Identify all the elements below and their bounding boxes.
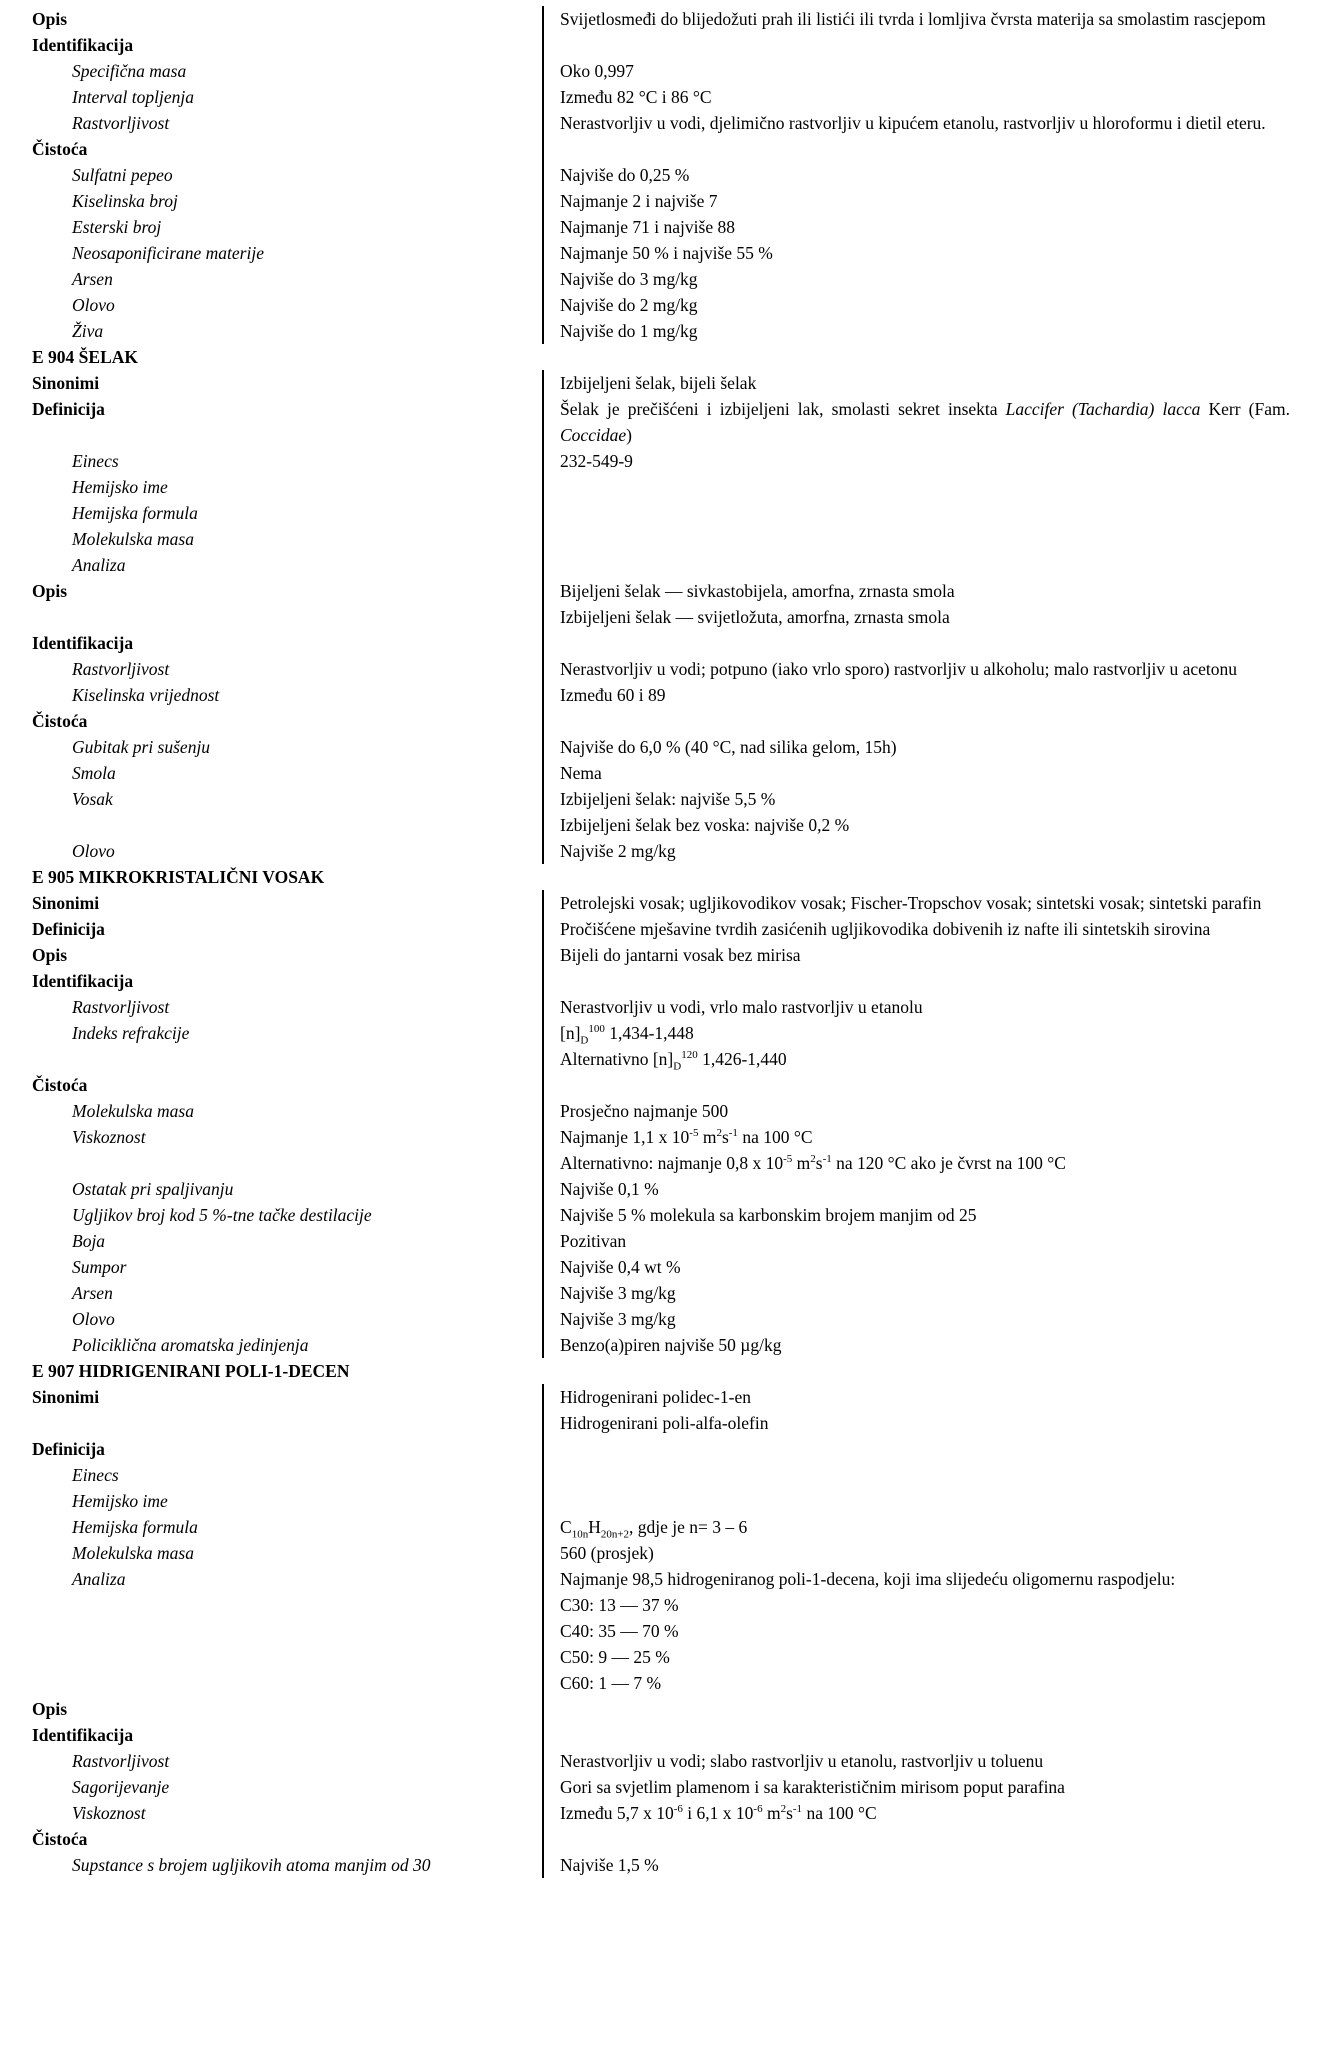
field-value [542, 292, 1290, 318]
field-label: Boja [72, 1231, 106, 1251]
field-value [542, 1774, 1290, 1800]
field-label: Rastvorljivost [72, 997, 170, 1017]
field-value [542, 1696, 1290, 1722]
field-value [542, 1124, 1290, 1176]
field-value [542, 656, 1290, 682]
field-value [542, 1566, 1290, 1696]
field-label: Interval topljenja [72, 87, 194, 107]
field-group-label: Identifikacija [32, 633, 134, 653]
field-value [542, 786, 1290, 838]
field-label: Arsen [72, 1283, 113, 1303]
field-group-label: Definicija [32, 1439, 105, 1459]
spec-row [32, 1436, 1292, 1462]
field-value [542, 578, 1290, 630]
field-value [542, 1488, 1290, 1514]
field-label: Analiza [72, 555, 126, 575]
field-label: Indeks refrakcije [72, 1023, 190, 1043]
value-line: Između 5,7 x $10^{-6}$ i 6,1 x $10^{-6}$ $m^2s^{-1}$ na 100 °C [560, 1803, 877, 1823]
field-value [542, 1748, 1290, 1774]
field-label: Einecs [72, 451, 119, 471]
value-line: C40: 35 — 70 % [560, 1621, 679, 1641]
value-line: Nerastvorljiv u vodi; slabo rastvorljiv u etanolu, rastvorljiv u toluenu [560, 1751, 1044, 1771]
value-line: Bijeljeni šelak — sivkastobijela, amorfna, zrnasta smola [560, 581, 955, 601]
field-value [542, 370, 1290, 396]
value-line: $[n]_D^{100}$ 1,434-1,448 [560, 1023, 694, 1047]
spec-row [32, 552, 1292, 578]
spec-row [32, 1332, 1292, 1358]
spec-row [32, 526, 1292, 552]
spec-row [32, 1176, 1292, 1202]
field-value [542, 396, 1290, 448]
spec-row [32, 344, 1292, 370]
value-line: Najviše 0,1 % [560, 1179, 659, 1199]
field-value [542, 58, 1290, 84]
field-value [542, 942, 1290, 968]
field-label: Kiselinska broj [72, 191, 178, 211]
field-label: Živa [72, 321, 104, 341]
section-heading: E 905 MIKROKRISTALIČNI VOSAK [32, 867, 325, 887]
field-value [542, 1462, 1290, 1488]
value-line: Šelak je prečišćeni i izbijeljeni lak, smolasti sekret insekta Laccifer (Tachardia) lacca Kerr (Fam. Coccidae) [560, 399, 1290, 445]
spec-row [32, 656, 1292, 682]
spec-row [32, 1254, 1292, 1280]
spec-row [32, 318, 1292, 344]
value-line: C30: 13 — 37 % [560, 1595, 679, 1615]
field-value [542, 734, 1290, 760]
value-line: Gori sa svjetlim plamenom i sa karakterističnim mirisom poput parafina [560, 1777, 1065, 1797]
field-label: Esterski broj [72, 217, 162, 237]
value-line: Pročišćene mješavine tvrdih zasićenih ugljikovodika dobivenih iz nafte ili sintetskih sirovina [560, 919, 1211, 939]
field-value [542, 1176, 1290, 1202]
value-line: Najviše 5 % molekula sa karbonskim brojem manjim od 25 [560, 1205, 977, 1225]
spec-row [32, 1124, 1292, 1176]
spec-row [32, 188, 1292, 214]
spec-row [32, 6, 1292, 32]
field-value [542, 838, 1290, 864]
field-label: Rastvorljivost [72, 659, 170, 679]
field-group-label: Definicija [32, 919, 105, 939]
field-label: Molekulska masa [72, 1543, 194, 1563]
field-value [542, 1358, 1290, 1384]
spec-row [32, 1306, 1292, 1332]
field-value [542, 266, 1290, 292]
field-value [542, 1514, 1290, 1540]
value-line: Između 82 °C i 86 °C [560, 87, 712, 107]
field-group-label: Čistoća [32, 139, 88, 159]
spec-row [32, 838, 1292, 864]
spec-row [32, 292, 1292, 318]
field-label: Molekulska masa [72, 1101, 194, 1121]
value-line: Najviše 3 mg/kg [560, 1309, 676, 1329]
field-value [542, 760, 1290, 786]
value-line: Izbijeljeni šelak bez voska: najviše 0,2 % [560, 815, 850, 835]
spec-row [32, 1800, 1292, 1826]
field-group-label: Čistoća [32, 711, 88, 731]
spec-row [32, 240, 1292, 266]
field-value [542, 32, 1290, 58]
field-label: Olovo [72, 295, 115, 315]
field-group-label: Identifikacija [32, 1725, 134, 1745]
field-value [542, 682, 1290, 708]
field-value [542, 1436, 1290, 1462]
field-label: Sumpor [72, 1257, 127, 1277]
field-label: Policiklična aromatska jedinjenja [72, 1335, 309, 1355]
spec-row [32, 396, 1292, 448]
value-line: Najviše do 6,0 % (40 °C, nad silika gelom, 15h) [560, 737, 897, 757]
spec-row [32, 1280, 1292, 1306]
value-line: Izbijeljeni šelak: najviše 5,5 % [560, 789, 776, 809]
value-line: Benzo(a)piren najviše 50 µg/kg [560, 1335, 782, 1355]
field-value [542, 1826, 1290, 1852]
spec-row [32, 1774, 1292, 1800]
spec-row [32, 760, 1292, 786]
spec-row [32, 58, 1292, 84]
value-line: Alternativno $[n]_D^{120}$ 1,426-1,440 [560, 1049, 787, 1073]
spec-row [32, 1020, 1292, 1072]
field-value [542, 500, 1290, 526]
spec-row [32, 1228, 1292, 1254]
value-line: Nerastvorljiv u vodi, djelimično rastvorljiv u kipućem etanolu, rastvorljiv u hloroformu i dietil eteru. [560, 113, 1266, 133]
spec-row [32, 1748, 1292, 1774]
spec-row [32, 1722, 1292, 1748]
field-value [542, 1020, 1290, 1072]
field-label: Hemijsko ime [72, 1491, 168, 1511]
spec-row [32, 864, 1292, 890]
value-line: $C_{10n}H_{20n+2}$, gdje je n= 3 – 6 [560, 1517, 748, 1541]
value-line: C50: 9 — 25 % [560, 1647, 670, 1667]
field-value [542, 344, 1290, 370]
field-value [542, 1228, 1290, 1254]
field-label: Hemijska formula [72, 1517, 198, 1537]
value-line: Hidrogenirani polidec-1-en [560, 1387, 751, 1407]
value-line: Najviše do 1 mg/kg [560, 321, 698, 341]
field-label: Olovo [72, 841, 115, 861]
value-line: Bijeli do jantarni vosak bez mirisa [560, 945, 801, 965]
section-heading: E 907 HIDRIGENIRANI POLI-1-DECEN [32, 1361, 350, 1381]
field-label: Analiza [72, 1569, 126, 1589]
spec-row [32, 1098, 1292, 1124]
field-label: Ugljikov broj kod 5 %-tne tačke destilacije [72, 1205, 372, 1225]
value-line: Oko 0,997 [560, 61, 634, 81]
field-value [542, 214, 1290, 240]
field-value [542, 1540, 1290, 1566]
field-group-label: Opis [32, 9, 68, 29]
spec-row [32, 1514, 1292, 1540]
spec-row [32, 1826, 1292, 1852]
field-value [542, 188, 1290, 214]
field-label: Supstance s brojem ugljikovih atoma manjim od 30 [72, 1855, 431, 1875]
spec-row [32, 1462, 1292, 1488]
spec-row [32, 214, 1292, 240]
value-line: Nerastvorljiv u vodi; potpuno (iako vrlo sporo) rastvorljiv u alkoholu; malo rastvorljiv u acetonu [560, 659, 1238, 679]
field-label: Neosaponificirane materije [72, 243, 264, 263]
spec-row [32, 266, 1292, 292]
field-value [542, 526, 1290, 552]
field-value [542, 1306, 1290, 1332]
field-value [542, 84, 1290, 110]
value-line: 232-549-9 [560, 451, 633, 471]
field-label: Einecs [72, 1465, 119, 1485]
value-line: Najviše do 3 mg/kg [560, 269, 698, 289]
value-line: Petrolejski vosak; ugljikovodikov vosak; Fischer-Tropschov vosak; sintetski vosak; sintetski parafin [560, 893, 1262, 913]
spec-row [32, 1384, 1292, 1436]
spec-row [32, 162, 1292, 188]
spec-row [32, 708, 1292, 734]
spec-row [32, 370, 1292, 396]
field-label: Rastvorljivost [72, 1751, 170, 1771]
value-line: Između 60 i 89 [560, 685, 666, 705]
field-label: Viskoznost [72, 1127, 146, 1147]
value-line: Najviše do 0,25 % [560, 165, 690, 185]
spec-row [32, 942, 1292, 968]
spec-row [32, 110, 1292, 136]
spec-row [32, 734, 1292, 760]
field-value [542, 1332, 1290, 1358]
field-value [542, 1384, 1290, 1436]
section-heading: E 904 ŠELAK [32, 347, 138, 367]
spec-row [32, 994, 1292, 1020]
field-group-label: Opis [32, 945, 68, 965]
field-label: Rastvorljivost [72, 113, 170, 133]
spec-row [32, 578, 1292, 630]
field-label: Vosak [72, 789, 113, 809]
value-line: Nerastvorljiv u vodi, vrlo malo rastvorljiv u etanolu [560, 997, 923, 1017]
spec-row [32, 1358, 1292, 1384]
spec-row [32, 630, 1292, 656]
value-line: Izbijeljeni šelak, bijeli šelak [560, 373, 757, 393]
field-value [542, 240, 1290, 266]
value-line: Najviše 3 mg/kg [560, 1283, 676, 1303]
field-label: Molekulska masa [72, 529, 194, 549]
value-line: Nema [560, 763, 602, 783]
spec-row [32, 968, 1292, 994]
field-label: Sulfatni pepeo [72, 165, 173, 185]
field-label: Hemijsko ime [72, 477, 168, 497]
field-group-label: Definicija [32, 399, 105, 419]
spec-row [32, 890, 1292, 916]
field-label: Specifična masa [72, 61, 187, 81]
spec-row [32, 786, 1292, 838]
spec-row [32, 500, 1292, 526]
spec-row [32, 1202, 1292, 1228]
field-group-label: Čistoća [32, 1829, 88, 1849]
field-value [542, 968, 1290, 994]
field-group-label: Sinonimi [32, 1387, 100, 1407]
spec-row [32, 1540, 1292, 1566]
field-label: Ostatak pri spaljivanju [72, 1179, 234, 1199]
value-line: Najmanje 50 % i najviše 55 % [560, 243, 773, 263]
value-line: Najviše 2 mg/kg [560, 841, 676, 861]
field-value [542, 708, 1290, 734]
value-line: Najmanje 2 i najviše 7 [560, 191, 718, 211]
field-value [542, 630, 1290, 656]
spec-row [32, 32, 1292, 58]
field-value [542, 162, 1290, 188]
field-value [542, 552, 1290, 578]
field-value [542, 448, 1290, 474]
field-value [542, 864, 1290, 890]
field-label: Viskoznost [72, 1803, 146, 1823]
value-line: Izbijeljeni šelak — svijetložuta, amorfna, zrnasta smola [560, 607, 950, 627]
spec-row [32, 448, 1292, 474]
field-value [542, 1852, 1290, 1878]
field-value [542, 1722, 1290, 1748]
value-line: Najviše 1,5 % [560, 1855, 659, 1875]
spec-row [32, 474, 1292, 500]
spec-row [32, 1072, 1292, 1098]
field-label: Gubitak pri sušenju [72, 737, 211, 757]
field-label: Kiselinska vrijednost [72, 685, 220, 705]
spec-row [32, 136, 1292, 162]
field-value [542, 318, 1290, 344]
field-value [542, 994, 1290, 1020]
value-line: Prosječno najmanje 500 [560, 1101, 729, 1121]
value-line: Najviše 0,4 wt % [560, 1257, 681, 1277]
field-group-label: Opis [32, 1699, 68, 1719]
field-value [542, 136, 1290, 162]
value-line: Najmanje 71 i najviše 88 [560, 217, 735, 237]
field-group-label: Identifikacija [32, 35, 134, 55]
field-value [542, 916, 1290, 942]
field-value [542, 1280, 1290, 1306]
field-value [542, 1254, 1290, 1280]
field-label: Arsen [72, 269, 113, 289]
spec-row [32, 84, 1292, 110]
value-line: Alternativno: najmanje 0,8 x $10^{-5}$ $m^2s^{-1}$ na 120 °C ako je čvrst na 100 °C [560, 1153, 1066, 1173]
field-value [542, 1098, 1290, 1124]
field-value [542, 890, 1290, 916]
field-value [542, 474, 1290, 500]
value-line: Pozitivan [560, 1231, 627, 1251]
spec-row [32, 1852, 1292, 1878]
field-value [542, 6, 1290, 32]
field-value [542, 1800, 1290, 1826]
spec-row [32, 682, 1292, 708]
field-group-label: Sinonimi [32, 893, 100, 913]
value-line: Najmanje 98,5 hidrogeniranog poli-1-decena, koji ima slijedeću oligomernu raspodjelu: [560, 1569, 1176, 1589]
field-value [542, 1072, 1290, 1098]
value-line: Najmanje 1,1 x $10^{-5}$ $m^2s^{-1}$ na 100 °C [560, 1127, 813, 1147]
field-label: Smola [72, 763, 116, 783]
spec-row [32, 916, 1292, 942]
field-value [542, 110, 1290, 136]
value-line: Najviše do 2 mg/kg [560, 295, 698, 315]
field-group-label: Opis [32, 581, 68, 601]
spec-row [32, 1696, 1292, 1722]
value-line: Svijetlosmeđi do blijedožuti prah ili listići ili tvrda i lomljiva čvrsta materija sa smolastim rascjepom [560, 9, 1266, 29]
field-group-label: Identifikacija [32, 971, 134, 991]
field-label: Olovo [72, 1309, 115, 1329]
spec-row [32, 1566, 1292, 1696]
field-value [542, 1202, 1290, 1228]
field-group-label: Sinonimi [32, 373, 100, 393]
value-line: Hidrogenirani poli-alfa-olefin [560, 1413, 769, 1433]
field-label: Hemijska formula [72, 503, 198, 523]
field-group-label: Čistoća [32, 1075, 88, 1095]
spec-row [32, 1488, 1292, 1514]
value-line: 560 (prosjek) [560, 1543, 654, 1563]
field-label: Sagorijevanje [72, 1777, 170, 1797]
value-line: C60: 1 — 7 % [560, 1673, 662, 1693]
spec-document [32, 6, 1292, 1878]
